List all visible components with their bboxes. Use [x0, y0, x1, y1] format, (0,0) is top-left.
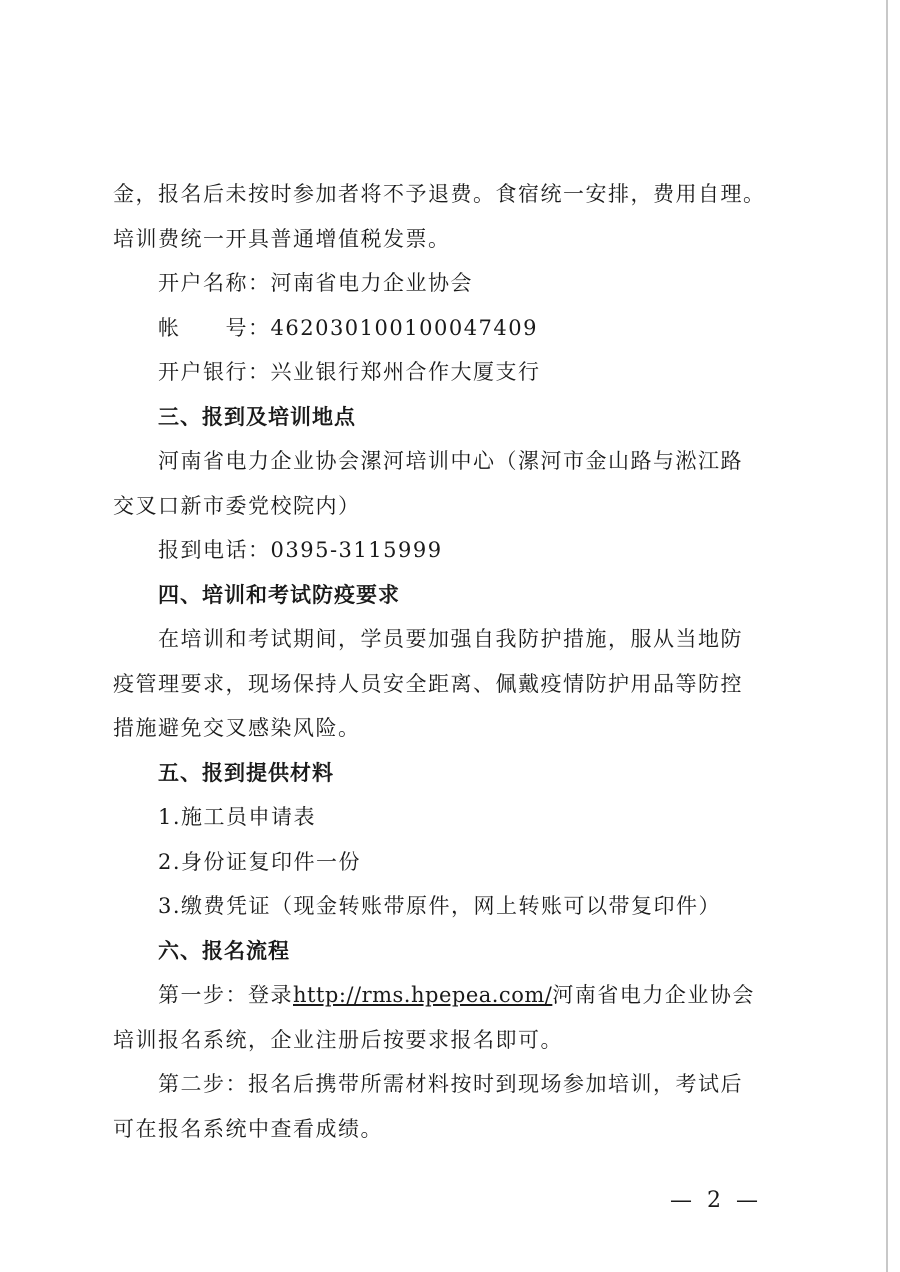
document-body	[113, 172, 773, 1151]
step-2-line-2: 可在报名系统中查看成绩。	[113, 1116, 383, 1141]
section-3-line-1: 河南省电力企业协会漯河培训中心（漯河市金山路与淞江路	[158, 449, 743, 473]
section-4-line-1: 在培训和考试期间，学员要加强自我防护措施，服从当地防	[158, 627, 743, 651]
section-3-line-2: 交叉口新市委党校院内）	[113, 493, 361, 518]
section-4-heading: 四、培训和考试防疫要求	[158, 582, 400, 607]
material-item-3: 3.缴费凭证（现金转账带原件，网上转账可以带复印件）	[158, 894, 722, 918]
section-4-line-2: 疫管理要求，现场保持人员安全距离、佩戴疫情防护用品等防控	[113, 671, 743, 696]
bank-name: 开户银行：兴业银行郑州合作大厦支行	[158, 360, 541, 384]
section-6-heading: 六、报名流程	[158, 938, 290, 963]
material-item-1: 1.施工员申请表	[158, 805, 317, 829]
step-1-line-1	[113, 973, 773, 1018]
step-1-suffix: 河南省电力企业协会	[552, 983, 755, 1007]
section-3-heading: 三、报到及培训地点	[158, 404, 356, 429]
account-number: 46203010010004​7409	[270, 315, 538, 340]
account-number-label: 帐 号：	[158, 315, 271, 340]
material-item-2: 2.身份证复印件一份	[158, 849, 362, 874]
page-number: — 2 —	[670, 1188, 762, 1213]
account-number-line	[113, 306, 773, 351]
step-2-line-1: 第二步：报名后携带所需材料按时到现场参加培训，考试后	[158, 1072, 743, 1096]
page-edge-line	[886, 0, 888, 1272]
registration-link[interactable]: http://rms.hpepea.com/	[293, 983, 553, 1007]
section-5-heading: 五、报到提供材料	[158, 760, 334, 785]
step-1-prefix: 第一步：登录	[158, 983, 293, 1007]
report-phone: 报到电话：0395-3115999	[158, 538, 443, 562]
fee-line-2: 培训费统一开具普通增值税发票。	[113, 226, 451, 251]
step-1-line-2: 培训报名系统，企业注册后按要求报名即可。	[113, 1027, 563, 1052]
account-name: 开户名称：河南省电力企业协会	[158, 271, 473, 295]
fee-line-1: 金，报名后未按时参加者将不予退费。食宿统一安排，费用自理。	[113, 182, 766, 206]
section-4-line-3: 措施避免交叉感染风险。	[113, 716, 361, 740]
